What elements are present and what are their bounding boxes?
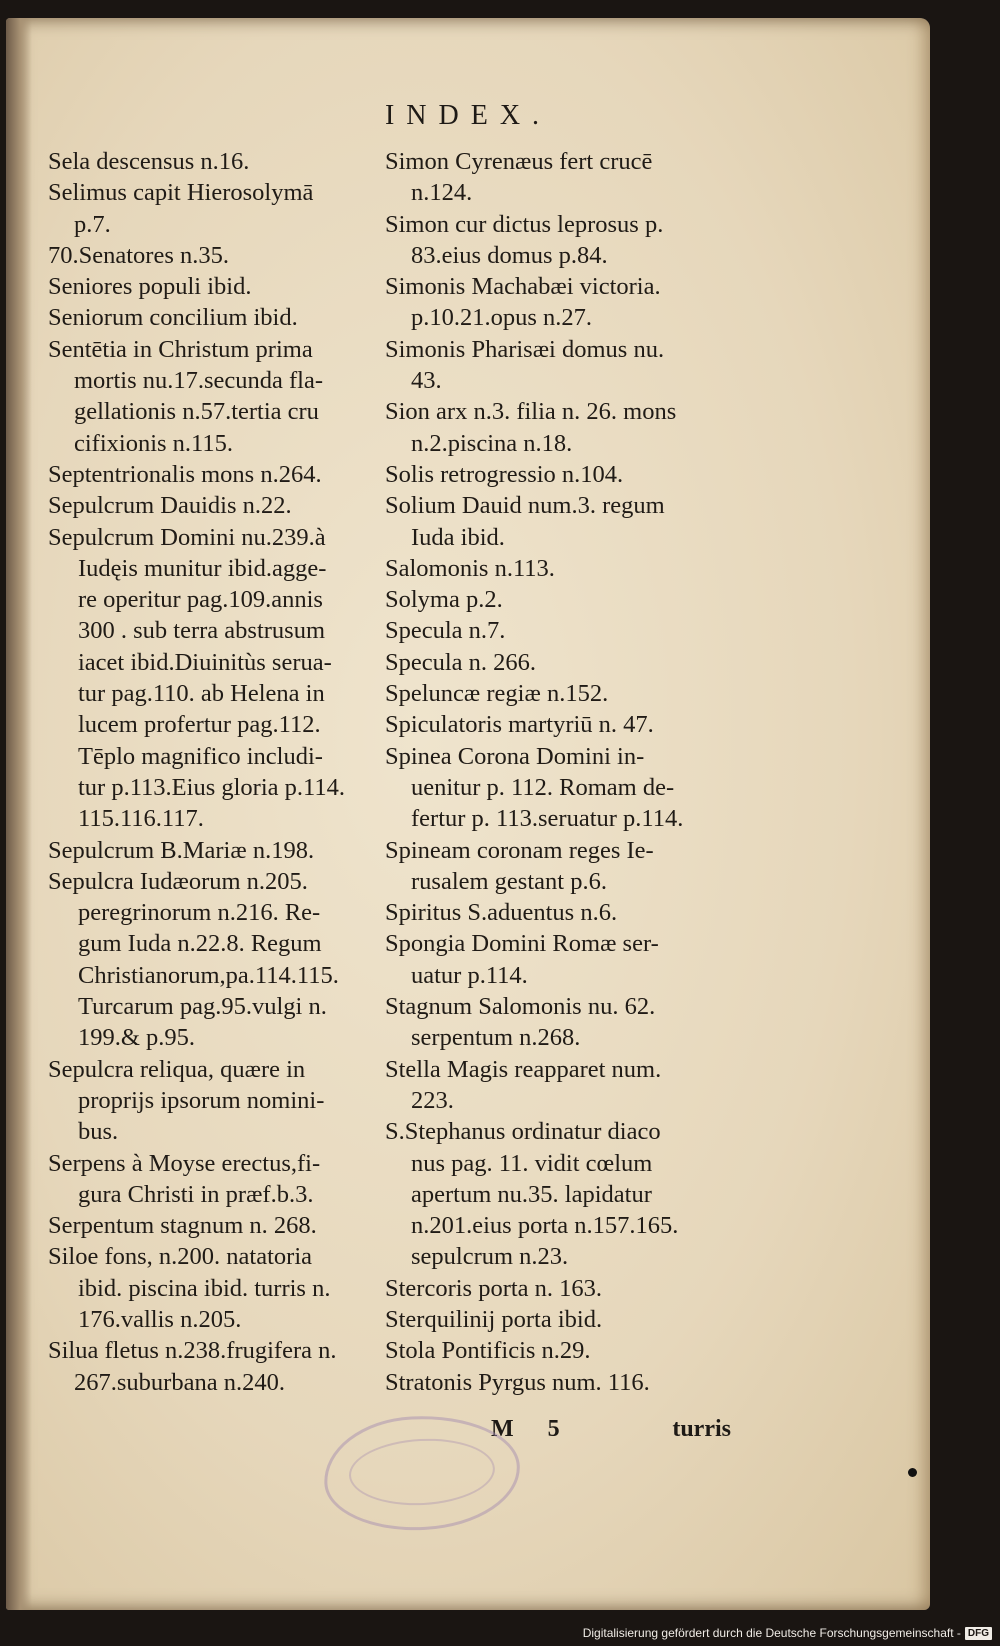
index-line: Serpens à Moyse erectus,fi-: [48, 1149, 321, 1177]
page-gutter-shadow: [6, 18, 32, 1610]
index-line: Sepulcrum B.Mariæ n.198.: [48, 836, 315, 864]
index-line: Septentrionalis mons n.264.: [48, 460, 322, 488]
index-line: Spineam coronam reges Ie-: [385, 836, 654, 864]
catchword: turris: [672, 1416, 731, 1442]
index-line: Silua fletus n.238.frugifera n.: [48, 1337, 337, 1365]
library-stamp-inner-ring: [347, 1435, 496, 1509]
index-line: cifixionis n.115.: [74, 429, 234, 457]
index-line: 176.vallis n.205.: [78, 1305, 242, 1333]
index-line: Spongia Domini Romæ ser-: [385, 930, 659, 958]
index-line: Iuda ibid.: [411, 523, 505, 551]
ink-dot: [908, 1468, 917, 1477]
index-line: Stella Magis reapparet num.: [385, 1055, 662, 1083]
index-line: Stola Pontificis n.29.: [385, 1337, 591, 1365]
index-line: 300 . sub terra abstrusum: [78, 617, 325, 645]
signature-mark: M 5: [491, 1416, 574, 1442]
page-heading: INDEX.: [384, 100, 552, 131]
index-line: Spinea Corona Domini in-: [385, 742, 645, 770]
index-line: n.201.eius porta n.157.165.: [411, 1212, 679, 1240]
index-line: apertum nu.35. lapidatur: [411, 1180, 652, 1208]
index-line: Sterquilinij porta ibid.: [385, 1305, 603, 1333]
catchline: [491, 1416, 731, 1446]
index-line: Sela descensus n.16.: [48, 148, 250, 175]
index-line: ibid. piscina ibid. turris n.: [78, 1274, 331, 1302]
index-line: Selimus capit Hierosolymā: [48, 179, 314, 207]
index-line: peregrinorum n.216. Re-: [78, 899, 321, 927]
book-page: [6, 18, 930, 1610]
index-line: gura Christi in præf.b.3.: [78, 1180, 314, 1208]
index-line: Stagnum Salomonis nu. 62.: [385, 993, 656, 1021]
index-line: gum Iuda n.22.8. Regum: [78, 930, 322, 958]
index-line: Serpentum stagnum n. 268.: [48, 1212, 317, 1240]
index-line: Sion arx n.3. filia n. 26. mons: [385, 398, 677, 426]
index-line: Seniorum concilium ibid.: [48, 304, 298, 332]
index-line: p.10.21.opus n.27.: [411, 304, 593, 332]
index-column-left: [48, 146, 391, 1398]
index-line: Stercoris porta n. 163.: [385, 1274, 603, 1302]
index-line: n.124.: [411, 179, 473, 207]
index-line: tur pag.110. ab Helena in: [78, 680, 325, 708]
index-line: Spiculatoris martyriū n. 47.: [385, 711, 654, 739]
index-line: 70.Senatores n.35.: [48, 241, 229, 269]
index-line: 267.suburbana n.240.: [74, 1368, 285, 1396]
index-line: rusalem gestant p.6.: [411, 867, 607, 895]
index-line: Specula n.7.: [385, 617, 506, 645]
index-line: serpentum n.268.: [411, 1024, 581, 1052]
index-line: 43.: [411, 367, 442, 395]
index-line: mortis nu.17.secunda fla-: [74, 367, 324, 395]
index-line: 83.eius domus p.84.: [411, 241, 608, 269]
index-line: re operitur pag.109.annis: [78, 586, 323, 614]
index-line: Siloe fons, n.200. natatoria: [48, 1243, 313, 1271]
index-line: proprijs ipsorum nomini-: [78, 1086, 325, 1114]
index-line: Turcarum pag.95.vulgi n.: [78, 993, 327, 1021]
index-line: 115.116.117.: [78, 805, 204, 833]
index-line: Stratonis Pyrgus num. 116.: [385, 1368, 650, 1396]
index-line: gellationis n.57.tertia cru: [74, 398, 319, 426]
index-line: Salomonis n.113.: [385, 554, 555, 582]
index-line: nus pag. 11. vidit cœlum: [411, 1149, 653, 1177]
index-line: Simonis Pharisæi domus nu.: [385, 335, 665, 363]
index-line: Solis retrogressio n.104.: [385, 460, 624, 488]
index-line: Solyma p.2.: [385, 586, 503, 614]
index-column-right: [385, 146, 725, 1398]
index-line: uenitur p. 112. Romam de-: [411, 773, 675, 801]
index-line: lucem profertur pag.112.: [78, 711, 321, 739]
index-line: Seniores populi ibid.: [48, 273, 252, 301]
index-line: Simon cur dictus leprosus p.: [385, 210, 664, 238]
index-line: Iudęis munitur ibid.agge-: [78, 554, 327, 582]
index-line: Sepulcra reliqua, quære in: [48, 1055, 306, 1083]
dfg-logo: DFG: [965, 1627, 992, 1640]
index-line: Tēplo magnifico includi-: [78, 742, 323, 770]
index-line: bus.: [78, 1118, 119, 1146]
index-line: Sepulcra Iudæorum n.205.: [48, 867, 308, 895]
index-line: Simonis Machabæi victoria.: [385, 273, 661, 301]
footer-credit: Digitalisierung gefördert durch die Deutsche Forschungsgemeinschaft -: [582, 1626, 961, 1640]
index-line: iacet ibid.Diuinitùs serua-: [78, 648, 332, 676]
index-line: 223.: [411, 1086, 454, 1114]
index-line: S.Stephanus ordinatur diaco: [385, 1118, 661, 1146]
index-line: Christianorum,pa.114.115.: [78, 961, 339, 989]
index-line: Spiritus S.aduentus n.6.: [385, 899, 618, 927]
index-line: Simon Cyrenæus fert crucē: [385, 148, 653, 175]
index-line: uatur p.114.: [411, 961, 528, 989]
index-line: tur p.113.Eius gloria p.114.: [78, 773, 345, 801]
index-line: Sepulcrum Domini nu.239.à: [48, 523, 326, 551]
index-line: sepulcrum n.23.: [411, 1243, 569, 1271]
index-line: Solium Dauid num.3. regum: [385, 492, 665, 520]
index-line: Specula n. 266.: [385, 648, 537, 676]
digitization-footer: [583, 1624, 992, 1642]
index-line: Sentētia in Christum prima: [48, 335, 313, 363]
index-line: 199.& p.95.: [78, 1024, 196, 1052]
index-line: Speluncæ regiæ n.152.: [385, 680, 609, 708]
index-line: Sepulcrum Dauidis n.22.: [48, 492, 292, 520]
index-line: fertur p. 113.seruatur p.114.: [411, 805, 684, 833]
index-line: p.7.: [74, 210, 111, 238]
index-line: n.2.piscina n.18.: [411, 429, 573, 457]
